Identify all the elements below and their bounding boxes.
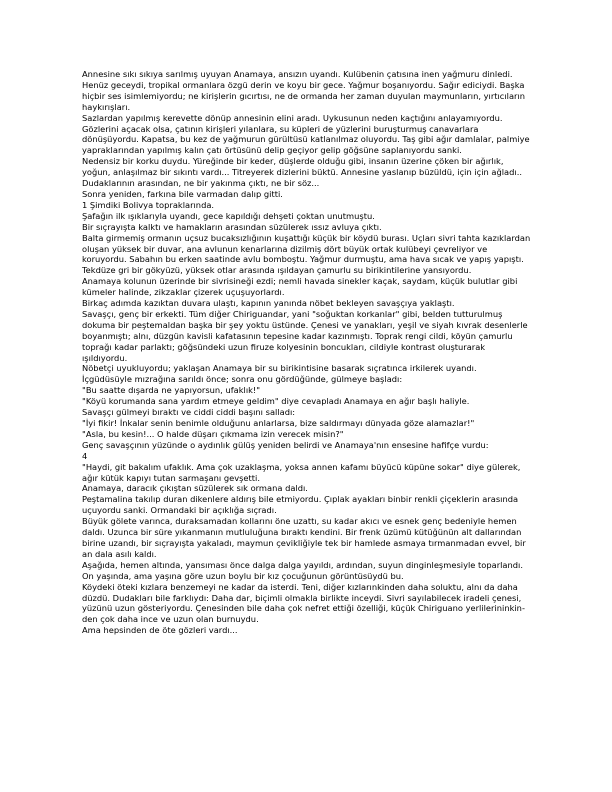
paragraph: "Haydi, git bakalım ufaklık. Ama çok uzaklaşma, yoksa annen kafamı büyücü küpüne sokar" diye gülerek, ağır kütük kapıyı tutan sarmaşanı gevşetti.	[82, 461, 521, 483]
paragraph: Savaşçı gülmeyi bıraktı ve ciddi ciddi başını salladı:	[82, 407, 296, 418]
dialogue-line: "İyi fikir! İnkalar senin benimle olduğunu anlarlarsa, bize saldırmayı dünyada göze alamazlar!"	[82, 418, 475, 428]
dialogue-line: "Asla, bu kesin!... O halde düşarı çıkmama izin verecek misin?"	[82, 428, 344, 439]
dialogue-line: "Bu saatte dışarda ne yapıyorsun, ufaklık!"	[82, 385, 261, 396]
paragraph: Genç savaşçının yüzünde o aydınlık gülüş yeniden belirdi ve Anamaya'nın ensesine hafifçe vurdu:	[82, 439, 489, 450]
paragraph: Savaşçı, genç bir erkekti. Tüm diğer Chiriguandar, yani "soğuktan korkanlar" gibi, belden tutturulmuş dokuma bir peştemaldan başka bir şey yoktu üstünde. Çenesi ve yanakları, yeşil ve siyah kıvrak desenlerle boyanmıştı; alnı, düzgün kavisli kafatasının tepesine kadar kazınmıştı. Toprak rengi cildi, köyün çamurlu toprağı kadar parlaktı; göğsündeki uzun firuze kolyesinin boncukları, cildiyle kontrast oluşturarak ışıldıyordu.	[82, 308, 528, 363]
paragraph: Köydeki öteki kızlara benzemeyi ne kadar da isterdi. Teni, diğer kızlarınkinden daha soluktu, alnı da daha düzdü. Dudakları bile farklıydı: Daha dar, biçimli olmakla birlikte inceydi. Sivri sayılabilecek iradeli çenesi, yüzünü uzun gösteriyordu. Çenesinden bile daha çok nefret ettiği özelliği, küçük Chiriguano yerlilerininkin-den çok daha ince ve uzun olan burnuydu.	[82, 581, 525, 625]
paragraph: Peştamalina takılıp duran dikenlere aldırış bile etmiyordu. Çıplak ayakları binbir renkli çiçeklerin arasında uçuyordu sanki. Ormandaki bir açıklığa sıçradı.	[82, 494, 519, 516]
paragraph: Aşağıda, hemen altında, yansıması önce dalga dalga yayıldı, ardından, suyun dinginleşmesiyle toparlandı. On yaşında, ama yaşına göre uzun boylu bir kız çocuğunun görüntüsüydü bu.	[82, 559, 523, 581]
paragraph: Anamaya kolunun üzerinde bir sivrisineği ezdi; nemli havada sinekler kaçak, saydam, küçük bulutlar gibi kümeler halinde, zikzaklar çizerek uçuşuyorlardı.	[82, 276, 518, 298]
paragraph: Anamaya, daracık çıkıştan süzülerek sık ormana daldı.	[82, 483, 308, 494]
paragraph: Bir sıçrayışta kalktı ve hamakların arasından süzülerek ıssız avluya çıktı.	[82, 221, 382, 232]
page-number: 4	[82, 450, 88, 461]
paragraph: Annesine sıkı sıkıya sarılmış uyuyan Anamaya, ansızın uyandı. Kulübenin çatısına inen yağmuru dinledi.	[82, 69, 513, 79]
paragraph: Birkaç adımda kazıktan duvara ulaştı, kapının yanında nöbet bekleyen savaşçıya yaklaştı.	[82, 298, 455, 309]
footnote: 1 Şimdiki Bolivya topraklarında.	[82, 199, 215, 210]
dialogue-line: "Köyü korumanda sana yardım etmeye geldim" diye cevapladı Anamaya en ağır başlı haliyle.	[82, 396, 470, 407]
paragraph: Henüz geceydi, tropikal ormanlara özgü derin ve koyu bir gece. Yağmur boşanıyordu. Sağır ediciydi. Başka hiçbir ses isimlemiyordu; ne kirişlerin gıcırtısı, ne de ormanda her zaman duyulan maymunların, yırtıcıların haykırışları.	[82, 79, 526, 112]
paragraph: Büyük gölete varınca, duraksamadan kollarını öne uzattı, su kadar akıcı ve esnek genç bedeniyle hemen daldı. Uzunca bir süre yıkanmanın mutluluğuna bıraktı kendini. Bir frenk üzümü kütüğünün alt dallarından birine uzandı, bir sıçrayışta yakaladı, maymun çevikliğiyle tek bir hamlede asmaya tırmanmadan evvel, bir an dala asılı kaldı.	[82, 516, 526, 559]
paragraph: Sazlardan yapılmış kerevette dönüp annesinin elini aradı. Uykusunun neden kaçtığını anlayamıyordu.	[82, 112, 503, 123]
paragraph: Gözlerini açacak olsa, çatının kirişleri yılanlara, su küpleri de yüzlerini buruşturmuş canavarlara dönüşüyordu. Kapatsa, bu kez de yağmurun gürültüsü katlanılmaz oluyordu. Taş gibi ağır damlalar, palmiye yapraklarından yapılmış kalın çatı örtüsünü delip geçiyor gelip göğsüne saplanıyordu sanki.	[82, 123, 530, 156]
paragraph: Nöbetçi uyukluyordu; yaklaşan Anamaya bir su birikintisine basarak sıçratınca irkilerek uyandı.	[82, 363, 477, 374]
document-page	[82, 69, 532, 636]
paragraph: Balta girmemiş ormanın uçsuz bucaksızlığının kuşattığı küçük bir köydü burası. Uçları sivri tahta kazıklardan oluşan yüksek bir duvar, ana avlunun kenarlarına dizilmiş dört büyük ortak kulübeyi çevreliyor ve koruyordu. Sabahın bu erken saatinde avlu bomboştu. Yağmur durmuştu, ama hava sıcak ve yapış yapıştı. Tekdüze gri bir gökyüzü, yüksek otlar arasında ışıldayan çamurlu su birikintilerine yansıyordu.	[82, 232, 531, 276]
paragraph: Sonra yeniden, farkına bile varmadan dalıp gitti.	[82, 188, 283, 199]
paragraph: Nedensiz bir korku duydu. Yüreğinde bir keder, düşlerde olduğu gibi, insanın üzerine çöken bir ağırlık, yoğun, anlaşılmaz bir sıkıntı vardı... Titreyerek dizlerini büktü. Annesine yaslanıp büzüldü, için için ağladı.. Dudaklarının arasından, ne bir yakınma çıktı, ne bir söz...	[82, 156, 522, 189]
paragraph: Ama hepsinden de öte gözleri vardı...	[82, 625, 238, 636]
paragraph: Şafağın ilk ışıklarıyla uyandı, gece kapıldığı dehşeti çoktan unutmuştu.	[82, 210, 375, 221]
paragraph: İçgüdüsüyle mızrağına sarıldı önce; sonra onu gördüğünde, gülmeye başladı:	[82, 374, 403, 385]
